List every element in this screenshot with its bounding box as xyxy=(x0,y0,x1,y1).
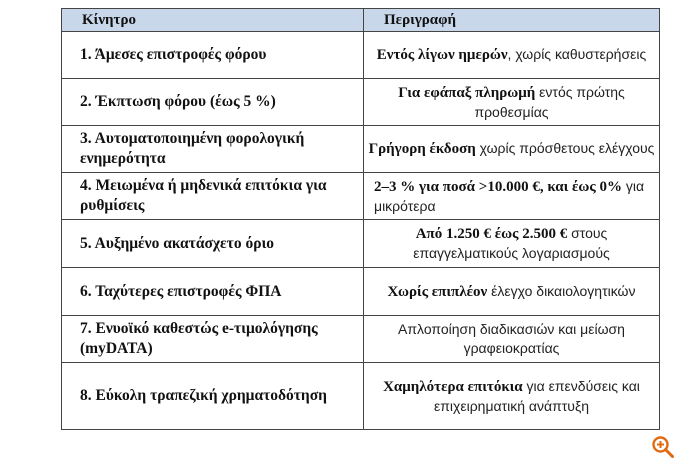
description-emphasis: Από 1.250 € έως 2.500 € xyxy=(415,226,568,242)
incentive-cell: 1. Άμεσες επιστροφές φόρου xyxy=(62,32,364,79)
incentive-cell: 8. Εύκολη τραπεζική χρηματοδότηση xyxy=(62,363,364,430)
table-body xyxy=(62,32,660,430)
table-row xyxy=(62,316,660,363)
table-row xyxy=(62,173,660,220)
header-description: Περιγραφή xyxy=(364,9,660,32)
table-header-row xyxy=(62,9,660,32)
incentive-cell: 2. Έκπτωση φόρου (έως 5 %) xyxy=(62,79,364,126)
description-emphasis: Για εφάπαξ πληρωμή xyxy=(398,84,536,101)
description-text: έλεγχο δικαιολογητικών xyxy=(487,282,636,299)
description-text: χωρίς πρόσθετους ελέγχους xyxy=(475,140,655,156)
description-emphasis: Χωρίς επιπλέον xyxy=(387,283,488,300)
table-row xyxy=(62,32,660,79)
incentive-cell: 5. Αυξημένο ακατάσχετο όριο xyxy=(62,220,364,268)
description-cell xyxy=(364,79,660,126)
description-cell xyxy=(364,173,660,220)
table-row xyxy=(62,268,660,316)
description-cell xyxy=(364,268,660,316)
incentive-cell: 6. Ταχύτερες επιστροφές ΦΠΑ xyxy=(62,268,364,316)
table-row xyxy=(62,79,660,126)
zoom-in-icon[interactable] xyxy=(650,434,676,460)
incentives-table xyxy=(61,8,660,430)
description-text: για μικρότερα xyxy=(374,177,645,214)
description-text: Απλοποίηση διαδικασιών και μείωση γραφειοκρατίας xyxy=(398,321,625,356)
description-emphasis: Χαμηλότερα επιτόκια xyxy=(383,378,523,395)
description-cell xyxy=(364,32,660,79)
description-emphasis: Γρήγορη έκδοση xyxy=(368,141,476,157)
description-text: εντός πρώτης προθεσμίας xyxy=(474,83,625,120)
description-cell xyxy=(364,363,660,430)
description-text: για επενδύσεις και επιχειρηματική ανάπτυξη xyxy=(433,377,640,414)
description-emphasis: 2–3 % για ποσά >10.000 €, και έως 0% xyxy=(374,178,622,195)
description-emphasis: Εντός λίγων ημερών xyxy=(376,47,508,63)
table-row xyxy=(62,363,660,430)
incentive-cell: 3. Αυτοματοποιημένη φορολογική ενημερότητα xyxy=(62,126,364,173)
description-cell xyxy=(364,316,660,363)
incentive-cell: 7. Ενυοϊκό καθεστώς e-τιμολόγησης (myDATA) xyxy=(62,316,364,363)
description-text: , χωρίς καθυστερήσεις xyxy=(507,46,647,62)
table-row xyxy=(62,220,660,268)
header-incentive: Κίνητρο xyxy=(62,9,364,32)
description-text: στους επαγγελματικούς λογαριασμούς xyxy=(413,225,610,261)
incentive-cell: 4. Μειωμένα ή μηδενικά επιτόκια για ρυθμίσεις xyxy=(62,173,364,220)
table-row xyxy=(62,126,660,173)
description-cell xyxy=(364,126,660,173)
description-cell xyxy=(364,220,660,268)
